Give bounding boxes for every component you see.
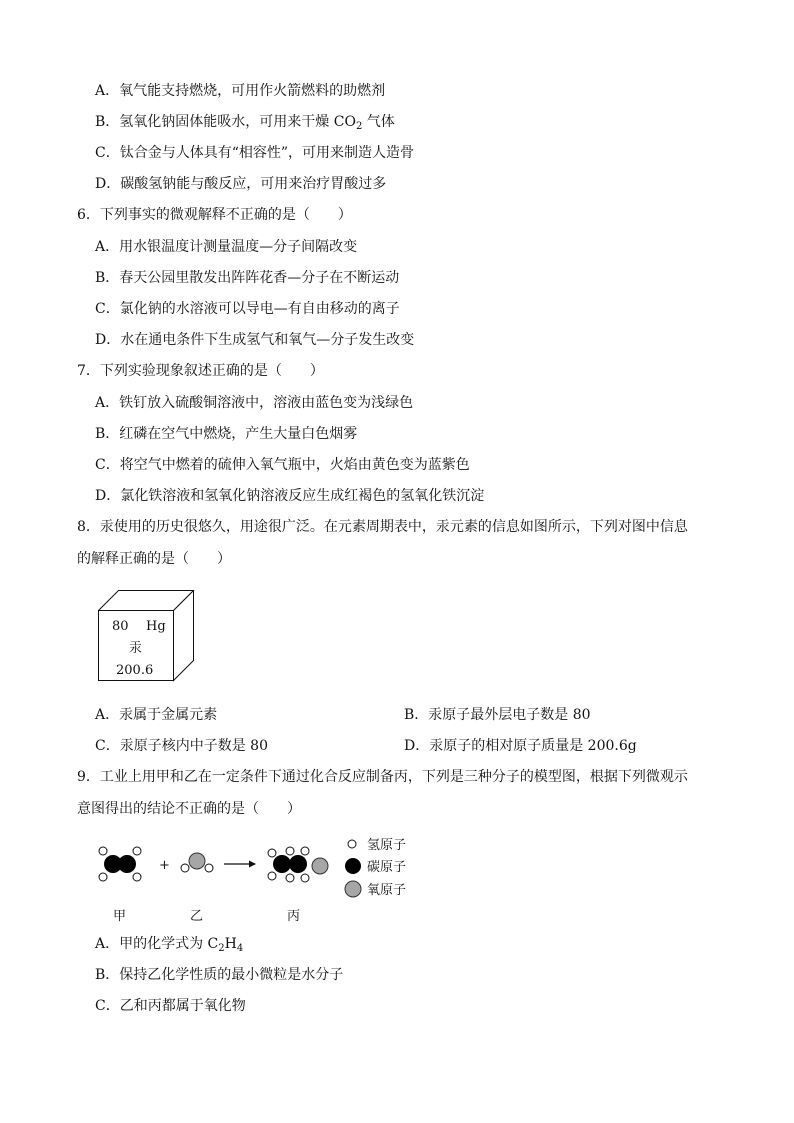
h-atom [99,873,107,881]
h-atom [286,847,294,855]
q6-option-c: C．氯化钠的水溶液可以导电—有自由移动的离子 [95,301,400,317]
q8-option-d: D．汞原子的相对原子质量是 200.6g [404,738,637,754]
c-atom [273,855,291,873]
atom-legend [345,838,406,898]
q6-option-d: D．水在通电条件下生成氢气和氧气—分子发生改变 [95,332,415,348]
q5-option-a: A．氧气能支持燃烧，可用作火箭燃料的助燃剂 [95,83,386,99]
element-symbol: Hg [146,619,166,634]
label-bing: 丙 [287,909,301,924]
h-atom [301,847,309,855]
q5-option-c: C．钛合金与人体具有“相容性”，可用来制造人造骨 [95,145,415,161]
h-atom [268,872,276,880]
q5-option-d: D．碳酸氢钠能与酸反应，可用来治疗胃酸过多 [95,176,387,192]
q6-stem: 6．下列事实的微观解释不正确的是（ ） [77,207,352,223]
q9-option-a-sub2: 4 [236,943,244,954]
h-atom [205,864,213,872]
h-atom [286,874,294,882]
q9-option-a-mid: H [224,936,237,952]
legend-h-label: 氢原子 [367,838,407,853]
legend-c-atom [345,858,361,874]
element-name: 汞 [129,641,143,656]
h-atom [133,847,141,855]
label-yi: 乙 [190,909,204,924]
q9-option-b: B．保持乙化学性质的最小微粒是水分子 [95,967,344,983]
legend-c-label: 碳原子 [367,860,407,875]
reaction-arrow [224,861,256,868]
c-atom [289,855,307,873]
q5-option-b-tail: 气体 [362,114,395,130]
plus-sign: + [159,858,170,873]
legend-o-label: 氧原子 [367,883,407,898]
q9-option-a [95,934,243,954]
legend-o-atom [345,881,361,897]
h-atom [133,873,141,881]
q8-stem-line1: 8．汞使用的历史很悠久，用途很广泛。在元素周期表中，汞元素的信息如图所示，下列对图中信息 [77,519,688,535]
legend-h-atom [348,840,356,848]
molecule-bing [268,847,328,882]
h-atom [99,847,107,855]
o-atom [189,853,205,869]
q7-option-c: C．将空气中燃着的硫伸入氧气瓶中，火焰由黄色变为蓝紫色 [95,457,470,473]
q5-option-b-text: B．氢氧化钠固体能吸水，可用来干燥 CO [95,114,356,130]
h-atom [181,864,189,872]
q5-option-b-subscript: 2 [355,121,363,132]
molecule-jia [99,847,141,881]
q7-option-a: A．铁钉放入硫酸铜溶液中，溶液由蓝色变为浅绿色 [95,395,414,411]
c-atom [118,855,136,873]
q8-stem-line2: 的解释正确的是（ ） [77,551,231,567]
q8-option-b: B．汞原子最外层电子数是 80 [404,707,591,723]
molecule-model-diagram [92,828,422,928]
q6-option-a: A．用水银温度计测量温度—分子间隔改变 [95,239,358,255]
element-atomic-number: 80 [112,619,129,634]
q6-option-b: B．春天公园里散发出阵阵花香—分子在不断运动 [95,270,400,286]
q5-option-b [95,112,395,132]
q8-option-a: A．汞属于金属元素 [95,707,218,723]
h-atom [268,849,276,857]
q9-option-c: C．乙和丙都属于氧化物 [95,998,246,1014]
q9-option-a-sub1: 2 [218,943,225,954]
q7-option-d: D．氯化铁溶液和氢氧化钠溶液反应生成红褐色的氢氧化铁沉淀 [95,488,485,504]
o-atom [312,858,328,874]
h-atom [301,874,309,882]
q9-stem-line1: 9．工业上用甲和乙在一定条件下通过化合反应制备丙，下列是三种分子的模型图，根据下列微观示 [77,769,688,785]
q9-stem-line2: 意图得出的结论不正确的是（ ） [77,801,301,817]
q7-stem: 7．下列实验现象叙述正确的是（ ） [77,363,324,379]
element-cube-figure [98,590,198,682]
label-jia: 甲 [113,909,127,924]
q7-option-b: B．红磷在空气中燃烧，产生大量白色烟雾 [95,426,358,442]
q8-option-c: C．汞原子核内中子数是 80 [95,738,268,754]
q9-option-a-text: A．甲的化学式为 C [95,936,219,952]
molecule-yi [181,853,213,872]
element-atomic-mass: 200.6 [116,663,154,678]
